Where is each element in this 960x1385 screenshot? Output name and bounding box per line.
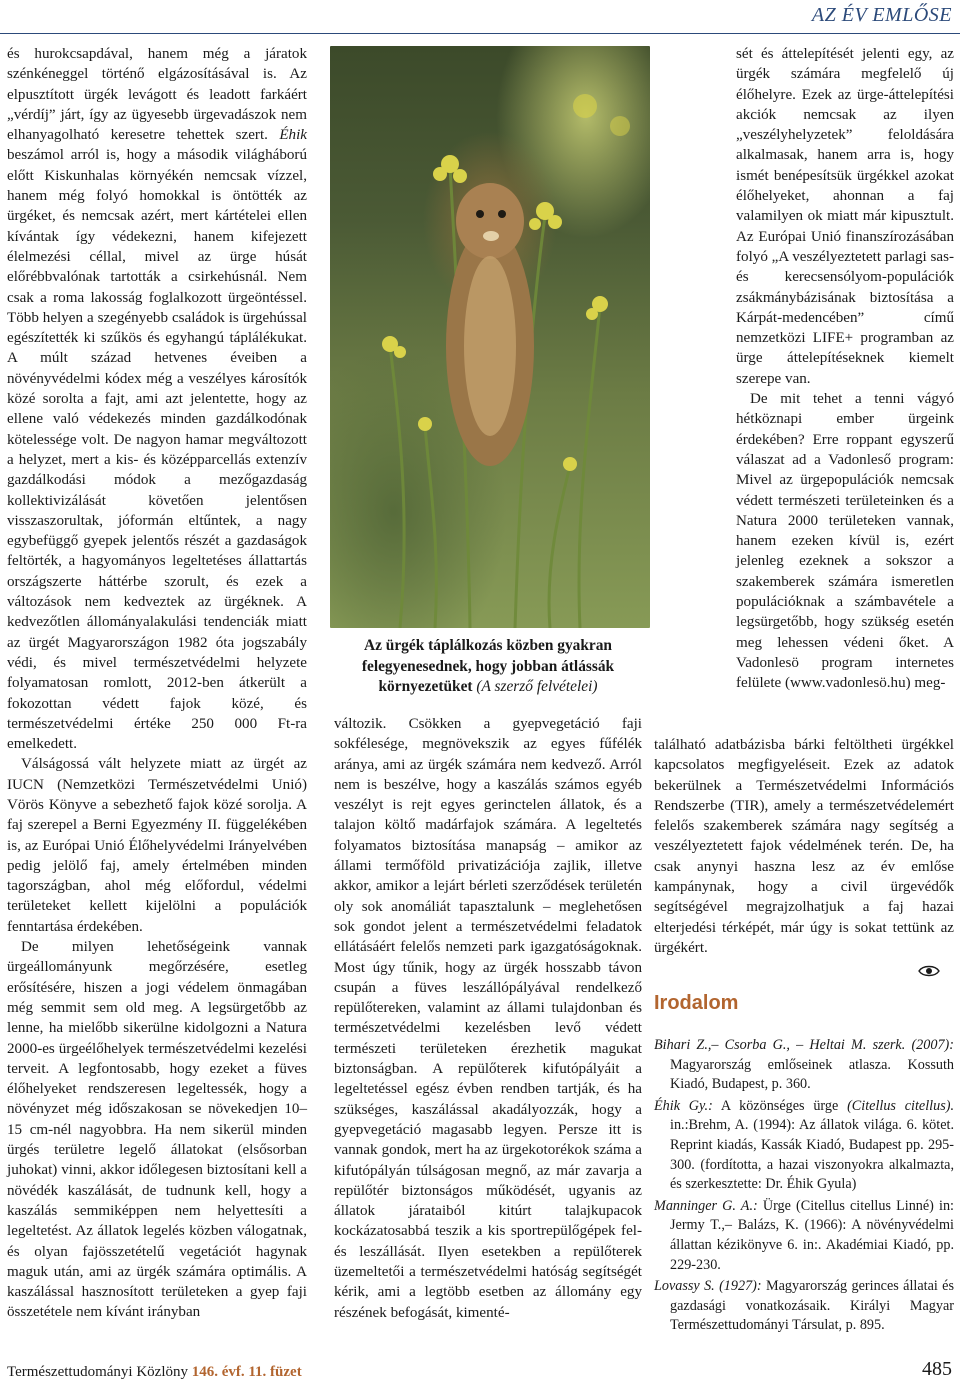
column-2: [334, 714, 642, 1323]
column-3-top: [736, 44, 954, 694]
col3-paragraph-1: sét és áttelepítését jelenti egy, az ürgék számára megfelelő új élőhelyre. Ezek az ürge-áttelepítési akciók nemcsak az ilyen „veszélyhelyzetek” feloldására alkalmasak, hanem arra is, hogy ismét benépesítsük ürgékkel azokat élőhelyeket, ahonnan a faj valamilyen ok miatt már kipusztult. Az Európai Unió finanszírozásában folyó „A veszélyeztetett parlagi sas- és kerecsensólyom-populációk zsákmánybázisának biztosítása a Kárpát-medencében” című nemzetközi LIFE+ programban az ürge áttelepítéseknek kiemelt szerepe van.: [736, 46, 954, 387]
col1-paragraph-2: Válságossá vált helyzete miatt az ürgét az IUCN (Nemzetközi Természetvédelmi Unió) Vörös Könyve a sebezhető fajok közé sorolja. A faj szerepel a Berni Egyezmény II. függelékében is, az Európai Unió Élőhelyvédelmi Irányelvében pedig jelölő faj, amely értelmében minden tagországban, ahol még előfordul, védelmi területeket kellett kijelölni a populációk fenntartása érdekében.: [7, 756, 307, 935]
section-title: AZ ÉV EMLŐSE: [811, 4, 952, 26]
literature-list: [654, 1036, 954, 1338]
photo-illustration: [330, 46, 650, 628]
photo-caption: Az ürgék táplálkozás közben gyakran felegyenesednek, hogy jobban átlássák környezetüket (A szerző felvételei): [361, 637, 615, 695]
literature-item: Lovassy S. (1927): Magyarország gerinces állatai és gazdasági vonatkozásaik. Királyi Magyar Természettudományi Társulat, p. 895.: [654, 1278, 954, 1334]
literature-item: Éhik Gy.: A közönséges ürge (Citellus citellus). in.:Brehm, A. (1994): Az állatok világa. 6. kötet. Reprint kiadás, Kassák Kiadó, Budapest pp. 295-300. (fordította, a hazai viszonyokra alkalmazta, és szerkesztette: Dr. Éhik Gyula): [654, 1097, 954, 1193]
col1-paragraph-3: De milyen lehetőségeink vannak ürgeállományunk megőrzésére, esetleg erősítésére, hiszen a jogi védelem önmagában még semmit sem old meg. A legsürgetőbb az lenne, ha mielőbb sikerülne kidolgozni a Natura 2000-es ürgeélőhelyek természetvédelmi kezelési terveit. A legfontosabb, hogy ezeket a füves élőhelyeket rendszeresen legeltessék, hogy a növényzet még időszakosan se növekedjen 10–15 cm-nél nagyobbra. Ha nem sikerül minden ürgés területre legelő állatokat (elsősorban juhokat) vinni, akkor időlegesen biztosítani kell a növédék kaszálását, de tudnunk kell, hogy a kaszálás semmiképpen nem helyettesíti a legeltetést. Az állatok legelés közben válogatnak, és olyan fajösszetételű vegetációt hagynak maguk után, ami az ürgék számára optimális. A kaszálással hasznosított területeken a gyep faji összetétele nem kívánt irányban: [7, 939, 307, 1321]
header-rule: [0, 33, 960, 34]
ground-squirrel-photo: [330, 46, 650, 628]
column-3-bottom: [654, 735, 954, 958]
col3-paragraph-2: De mit tehet a tenni vágyó hétköznapi ember ürgeink érdekében? Erre roppant egyszerű válaszat ad a Vadonleső program: Mivel az ürgepopulációk nemcsak védett természeti területeinken és a Natura 2000 területeken vannak, hanem ezeken kívül is, ezért jelenleg ezeknek a sokszor a szakemberek számára ismeretlen populációknak a számbavétele a legsürgetőbb, hogy szükség esetén meg lehessen védeni őket. A Vadonlesö program internetes felülete (www.vadonlesö.hu) meg-: [736, 391, 954, 692]
column-1: [7, 44, 307, 1323]
literature-heading: Irodalom: [654, 992, 739, 1014]
col2-paragraph-1: változik. Csökken a gyepvegetáció faji sokfélesége, megnövekszik az egyes fűfélék aránya, ami az ürgék számára nem kedvező. Arról nem is beszélve, hogy a kaszálás számos egyéb veszélyt is rejt egyes gerinctelen állatok, és a talajon költő madárfajok számára. A legeltetés folyamatos biztosítása manapság – amikor az állami termőföld privatizációja zajlik, illetve akkor, amikor a lejárt bérleti szerződések területén oly sok anomáliát tapasztalunk – meglehetősen sok gondot jelent a természetvédelmi feladatok ellátásáért felelős nemzeti park igazgatóságoknak. Most úgy tűnik, hogy az ürgék hosszabb távon csupán a füves leszállópályával rendelkező repülőtereken, valamint az állami tulajdonban és természetvédelmi kezelésben levő védett természeti területeken érezhetik magukat biztonságban. A repülőterek kifutópályáit a legeltetéssel egész évben rendben tartják, és ha szükséges, kaszálással akadályozzák, hogy a gyepvegetáció magasabb legyen. Persze itt is vannak gondok, mert ha az ürgekotorékok száma a kifutópályán túlságosan megnő, az már zavarja a repülőtér biztonságos működését, ugyanis az állatok járataiból kitúrt talajkupacok kockázatosabbá teszik a kis sportrepülőgépek fel- és leszállását. Ilyen esetekben a repülőterek üzemeltetői a természetvédelmi hatóság segítségét kérik, ami a legtöbb esetben az állomány egy részének befogását, kimenté-: [334, 716, 642, 1321]
end-mark-eye-icon: [918, 965, 940, 977]
col1-paragraph-1: és hurokcsapdával, hanem még a járatok szénkéneggel történő elgázosításával is. Az elpusztított ürgék levágott és leadott farkáért „vérdíj” járt, így az ügyesebb ürgevadászok nem elhanyagolható keresetre tehettek szert. Éhik beszámol arról is, hogy a második világháború előtt Kiskunhalas környékén nemcsak vízzel, hanem még folyó homokkal is öntötték az ürgéket, és nemcsak azért, mert kártételei ellen kívántak így védekezni, hanem kifejezett élelmezési céllal, mivel az ürge húsát előrébbvalónak tartották a csirkehúsnál. Nem csak a roma lakosság foglalkozott ürgeöntéssel. Több helyen a szegényebb családok is ürgehússal egészítették ki szűkös és egyhangú táplálékukat. A múlt század hetvenes éveiben a növényvédelmi kódex még a veszélyes károsítók közé sorolta a fajt, ami azt jelentette, hogy az ellene való védekezés minden gazdálkodónak kötelessége volt. De nagyon hamar megváltozott a helyzet, mert a kis- és középparcellás extenzív gazdálkodási módok a mezőgazdaság kollektivizálását követően jelentősen visszaszorultak, jóformán eltűntek, a nagy egybefüggő gyepek jelentős részét a gazdaságok feltörték, a hagyományos legeltetéses állattartás országszerte háttérbe szorult, és ezek a változások nem kedveztek az ürgéknek. A kedvezőtlen állományalakulási tendenciák miatt az ürgét Magyarországon 1982 óta jogszabály védi, és mivel természetvédelmi helyzete folyamatosan romlott, 2012-ben átkerült a fokozottan védett fajok közé, és természetvédelmi értéke 250 000 Ft-ra emelkedett.: [7, 46, 307, 753]
page-number: 485: [922, 1358, 952, 1380]
journal-footer: Természettudományi Közlöny 146. évf. 11. füzet: [7, 1364, 302, 1380]
literature-item: Bihari Z.,– Csorba G., – Heltai M. szerk. (2007): Magyarország emlőseinek atlasza. Kossuth Kiadó, Budapest, p. 360.: [654, 1037, 954, 1093]
literature-item: Manninger G. A.: Ürge (Citellus citellus Linné) in: Jermy T.,– Balázs, K. (1966): A növényvédelmi állattan kézikönyve 6. in:. Akadémiai Kiadó, pp. 229-230.: [654, 1197, 954, 1273]
col3-paragraph-3: található adatbázisba bárki feltöltheti ürgékkel kapcsolatos megfigyeléseit. Ezek az adatok bekerülnek a Természetvédelmi Információs Rendszerbe (TIR), amely a természetvédelemért felelős szakemberek számára nagy segítség a veszélyeztetett fajok védelmének terén. De, ha csak anynyi haszna lesz az év emlőse kampánynak, hogy a civil ürgevédők segítségével megrajzolhatjuk a faj hazai elterjedési térképét, már úgy is sokat tettünk az ürgékért.: [654, 737, 954, 956]
